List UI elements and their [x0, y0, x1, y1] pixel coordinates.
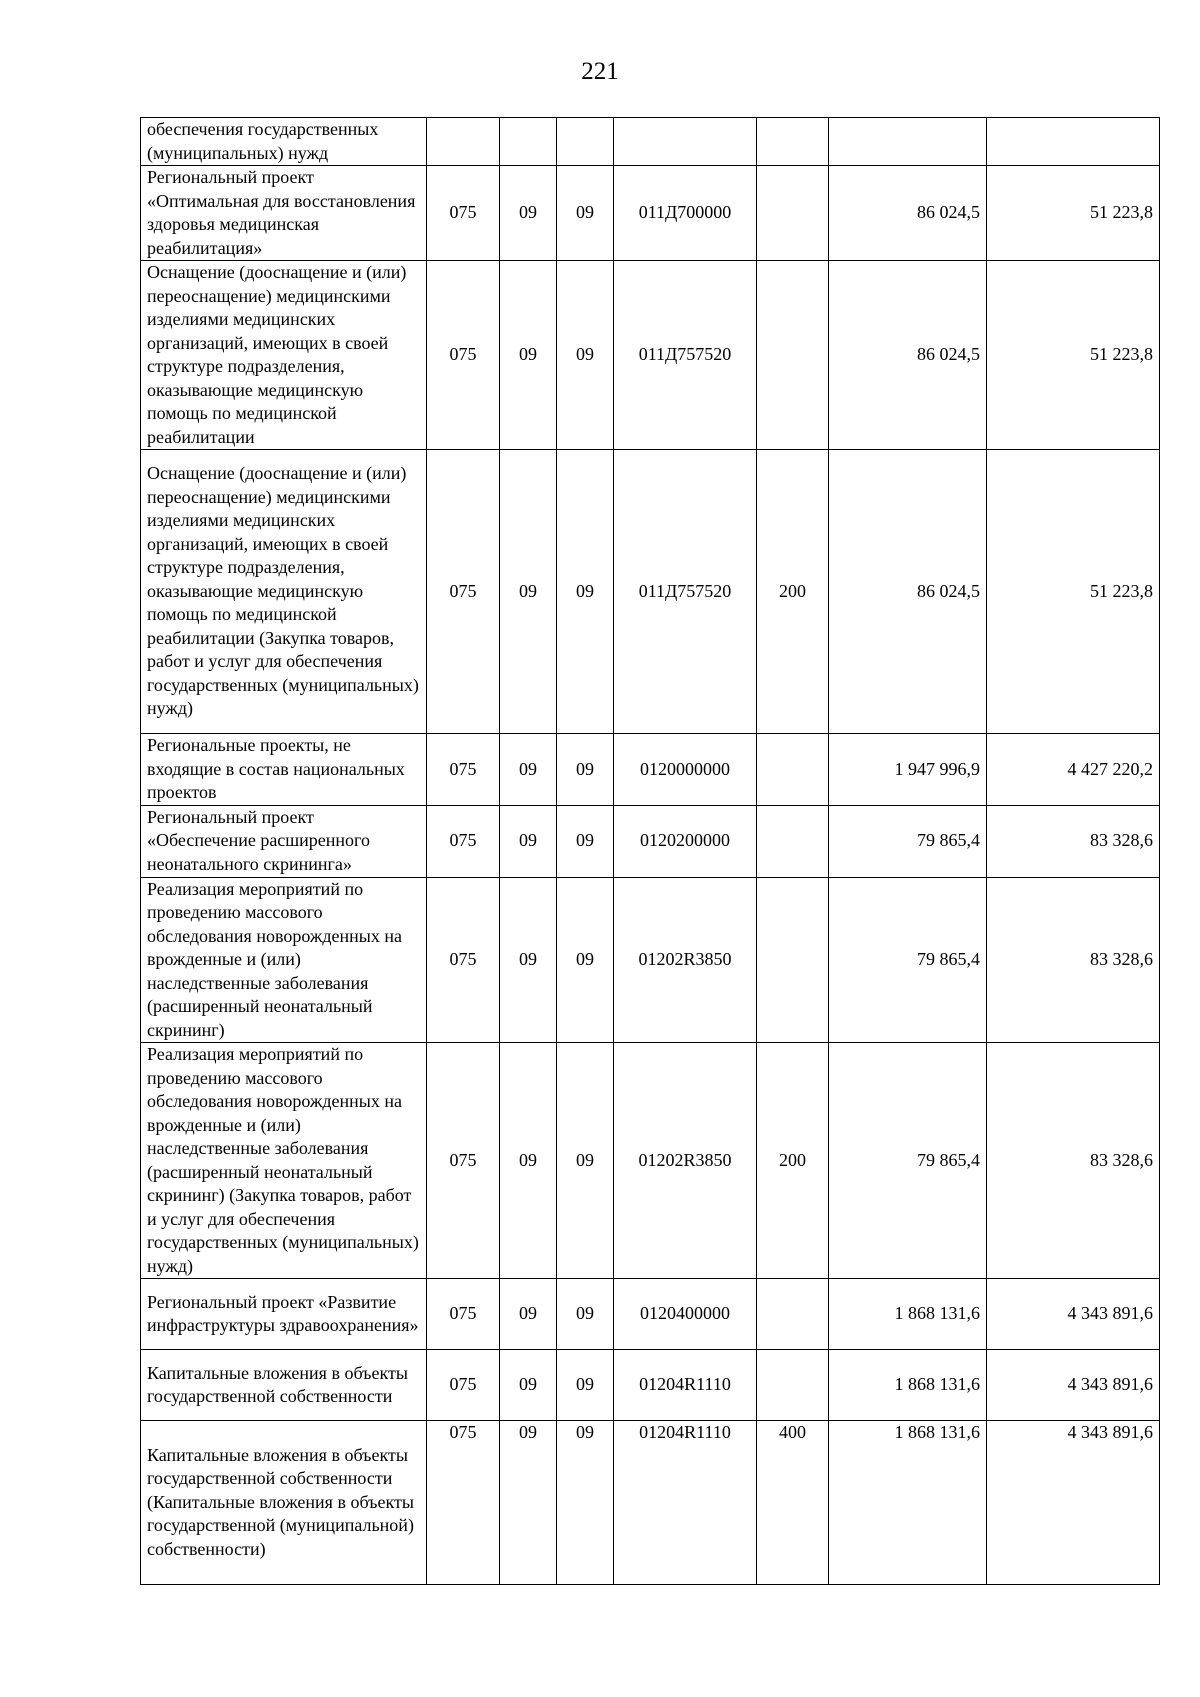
sum-second-year — [987, 118, 1160, 166]
sum-first-year: 1 868 131,6 — [829, 1279, 987, 1350]
table-row — [141, 1350, 1160, 1421]
table-row — [141, 118, 1160, 166]
row-name: Капитальные вложения в объекты государственной собственности — [141, 1350, 427, 1421]
ministry-code: 075 — [427, 166, 500, 261]
sum-first-year: 1 868 131,6 — [829, 1421, 987, 1585]
expense-type-code — [757, 166, 829, 261]
expense-type-code — [757, 118, 829, 166]
table-row — [141, 805, 1160, 877]
row-name: Региональный проект «Оптимальная для восстановления здоровья медицинская реабилитация» — [141, 166, 427, 261]
target-article-code: 01204R1110 — [614, 1350, 757, 1421]
subsection-code: 09 — [557, 877, 614, 1043]
subsection-code — [557, 118, 614, 166]
sum-second-year: 51 223,8 — [987, 450, 1160, 734]
table-row — [141, 877, 1160, 1043]
sum-first-year — [829, 118, 987, 166]
target-article-code: 0120000000 — [614, 734, 757, 806]
target-article-code: 011Д700000 — [614, 166, 757, 261]
sum-first-year: 1 947 996,9 — [829, 734, 987, 806]
expense-type-code — [757, 734, 829, 806]
sum-second-year: 51 223,8 — [987, 166, 1160, 261]
subsection-code: 09 — [557, 261, 614, 450]
target-article-code: 0120400000 — [614, 1279, 757, 1350]
ministry-code: 075 — [427, 1043, 500, 1279]
sum-first-year: 86 024,5 — [829, 261, 987, 450]
sum-first-year: 79 865,4 — [829, 1043, 987, 1279]
row-name: Региональные проекты, не входящие в состав национальных проектов — [141, 734, 427, 806]
expense-type-code — [757, 877, 829, 1043]
ministry-code: 075 — [427, 734, 500, 806]
sum-second-year: 83 328,6 — [987, 877, 1160, 1043]
row-name: Оснащение (дооснащение и (или) переоснащение) медицинскими изделиями медицинских организаций, имеющих в своей структуре подразделения, оказывающие медицинскую помощь по медицинской реабилитации — [141, 261, 427, 450]
subsection-code: 09 — [557, 1279, 614, 1350]
row-name: обеспечения государственных (муниципальных) нужд — [141, 118, 427, 166]
section-code: 09 — [500, 166, 557, 261]
ministry-code: 075 — [427, 877, 500, 1043]
subsection-code: 09 — [557, 450, 614, 734]
target-article-code: 01204R1110 — [614, 1421, 757, 1585]
sum-second-year: 4 343 891,6 — [987, 1350, 1160, 1421]
target-article-code: 011Д757520 — [614, 261, 757, 450]
table-row — [141, 450, 1160, 734]
table-row — [141, 1043, 1160, 1279]
table-row — [141, 1279, 1160, 1350]
sum-first-year: 79 865,4 — [829, 877, 987, 1043]
expense-type-code — [757, 261, 829, 450]
row-name: Реализация мероприятий по проведению массового обследования новорожденных на врожденные и (или) наследственные заболевания (расширенный неонатальный скрининг) (Закупка товаров, работ и услуг для обеспечения государственных (муниципальных) нужд) — [141, 1043, 427, 1279]
sum-first-year: 86 024,5 — [829, 166, 987, 261]
section-code: 09 — [500, 1279, 557, 1350]
target-article-code: 011Д757520 — [614, 450, 757, 734]
subsection-code: 09 — [557, 166, 614, 261]
sum-second-year: 83 328,6 — [987, 1043, 1160, 1279]
section-code: 09 — [500, 261, 557, 450]
sum-second-year: 4 427 220,2 — [987, 734, 1160, 806]
section-code: 09 — [500, 734, 557, 806]
sum-first-year: 1 868 131,6 — [829, 1350, 987, 1421]
subsection-code: 09 — [557, 1043, 614, 1279]
sum-second-year: 4 343 891,6 — [987, 1279, 1160, 1350]
expense-type-code: 200 — [757, 450, 829, 734]
sum-second-year: 51 223,8 — [987, 261, 1160, 450]
expense-type-code — [757, 1350, 829, 1421]
section-code: 09 — [500, 1043, 557, 1279]
table-row — [141, 166, 1160, 261]
subsection-code: 09 — [557, 805, 614, 877]
target-article-code: 01202R3850 — [614, 877, 757, 1043]
section-code — [500, 118, 557, 166]
expense-type-code — [757, 1279, 829, 1350]
row-name: Оснащение (дооснащение и (или) переоснащение) медицинскими изделиями медицинских организаций, имеющих в своей структуре подразделения, оказывающие медицинскую помощь по медицинской реабилитации (Закупка товаров, работ и услуг для обеспечения государственных (муниципальных) нужд) — [141, 450, 427, 734]
ministry-code: 075 — [427, 261, 500, 450]
page-number: 221 — [581, 58, 619, 85]
ministry-code: 075 — [427, 1350, 500, 1421]
expense-type-code — [757, 805, 829, 877]
ministry-code — [427, 118, 500, 166]
row-name: Реализация мероприятий по проведению массового обследования новорожденных на врожденные и (или) наследственные заболевания (расширенный неонатальный скрининг) — [141, 877, 427, 1043]
sum-second-year: 4 343 891,6 — [987, 1421, 1160, 1585]
ministry-code: 075 — [427, 1421, 500, 1585]
row-name: Капитальные вложения в объекты государственной собственности (Капитальные вложения в объекты государственной (муниципальной) собственности) — [141, 1421, 427, 1585]
expense-type-code: 400 — [757, 1421, 829, 1585]
budget-table — [140, 117, 1160, 1585]
subsection-code: 09 — [557, 1350, 614, 1421]
expense-type-code: 200 — [757, 1043, 829, 1279]
target-article-code: 01202R3850 — [614, 1043, 757, 1279]
table-row — [141, 1421, 1160, 1585]
subsection-code: 09 — [557, 734, 614, 806]
sum-second-year: 83 328,6 — [987, 805, 1160, 877]
ministry-code: 075 — [427, 450, 500, 734]
section-code: 09 — [500, 450, 557, 734]
subsection-code: 09 — [557, 1421, 614, 1585]
target-article-code: 0120200000 — [614, 805, 757, 877]
row-name: Региональный проект «Развитие инфраструктуры здравоохранения» — [141, 1279, 427, 1350]
table-row — [141, 261, 1160, 450]
section-code: 09 — [500, 877, 557, 1043]
section-code: 09 — [500, 1421, 557, 1585]
row-name: Региональный проект «Обеспечение расширенного неонатального скрининга» — [141, 805, 427, 877]
section-code: 09 — [500, 1350, 557, 1421]
target-article-code — [614, 118, 757, 166]
ministry-code: 075 — [427, 1279, 500, 1350]
ministry-code: 075 — [427, 805, 500, 877]
table-row — [141, 734, 1160, 806]
sum-first-year: 86 024,5 — [829, 450, 987, 734]
section-code: 09 — [500, 805, 557, 877]
sum-first-year: 79 865,4 — [829, 805, 987, 877]
